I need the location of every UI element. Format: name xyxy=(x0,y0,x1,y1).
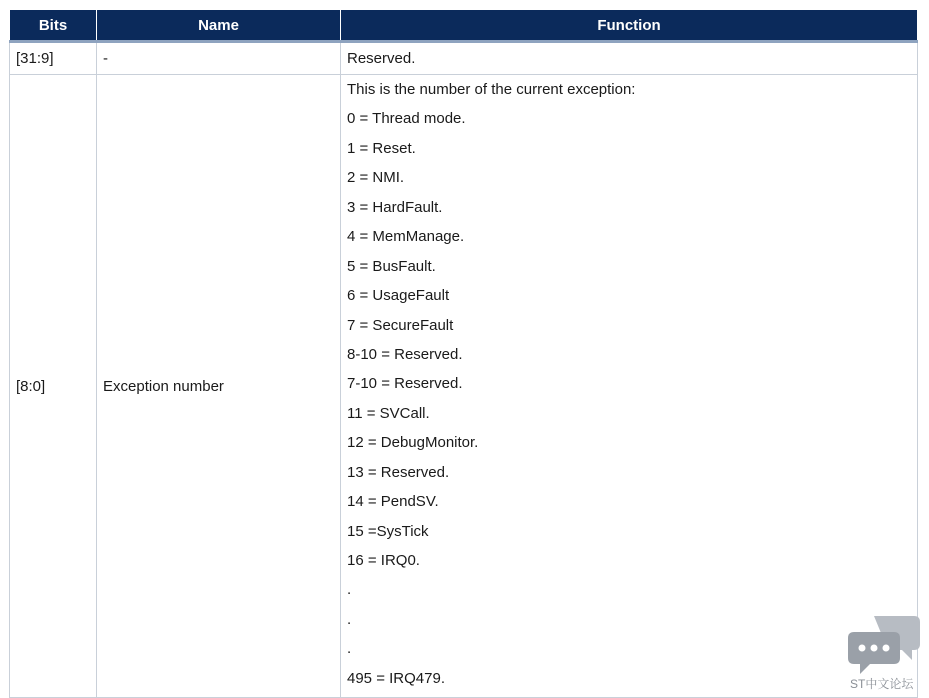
function-line: 13 = Reserved. xyxy=(347,463,450,481)
function-line: 8-10 = Reserved. xyxy=(347,345,463,363)
function-line: 4 = MemManage. xyxy=(347,228,465,246)
cell-function xyxy=(341,75,918,698)
cell-bits: [8:0] xyxy=(10,75,97,698)
cell-bits: [31:9] xyxy=(10,42,97,75)
function-line: 6 = UsageFault xyxy=(347,287,450,305)
function-line: 15 =SysTick xyxy=(347,522,429,540)
header-row xyxy=(10,10,918,42)
header-name: Name xyxy=(97,10,341,42)
function-line: 5 = BusFault. xyxy=(347,257,436,275)
function-line: 0 = Thread mode. xyxy=(347,110,466,128)
cell-name: Exception number xyxy=(97,75,341,698)
function-line: 12 = DebugMonitor. xyxy=(347,434,479,452)
header-bits: Bits xyxy=(10,10,97,42)
table-row xyxy=(10,75,918,698)
cell-name: - xyxy=(97,42,341,75)
function-line: 16 = IRQ0. xyxy=(347,552,420,569)
function-line: . xyxy=(347,610,352,628)
function-line: 495 = IRQ479. xyxy=(347,669,445,687)
function-line: 2 = NMI. xyxy=(347,169,405,187)
header-function: Function xyxy=(341,10,918,42)
function-line: . xyxy=(347,640,352,658)
function-line: 7-10 = Reserved. xyxy=(347,375,463,393)
function-line: 1 = Reset. xyxy=(347,139,416,157)
function-line: 7 = SecureFault xyxy=(347,316,454,334)
table-row xyxy=(10,42,918,75)
function-line: This is the number of the current exception: xyxy=(347,81,636,98)
function-line: . xyxy=(347,581,352,599)
cell-function: Reserved. xyxy=(341,42,918,75)
register-table xyxy=(9,10,918,698)
function-line: 3 = HardFault. xyxy=(347,198,443,216)
watermark-text: ST中文论坛 xyxy=(850,677,914,691)
function-line: 11 = SVCall. xyxy=(347,404,430,422)
function-line: 14 = PendSV. xyxy=(347,493,439,511)
